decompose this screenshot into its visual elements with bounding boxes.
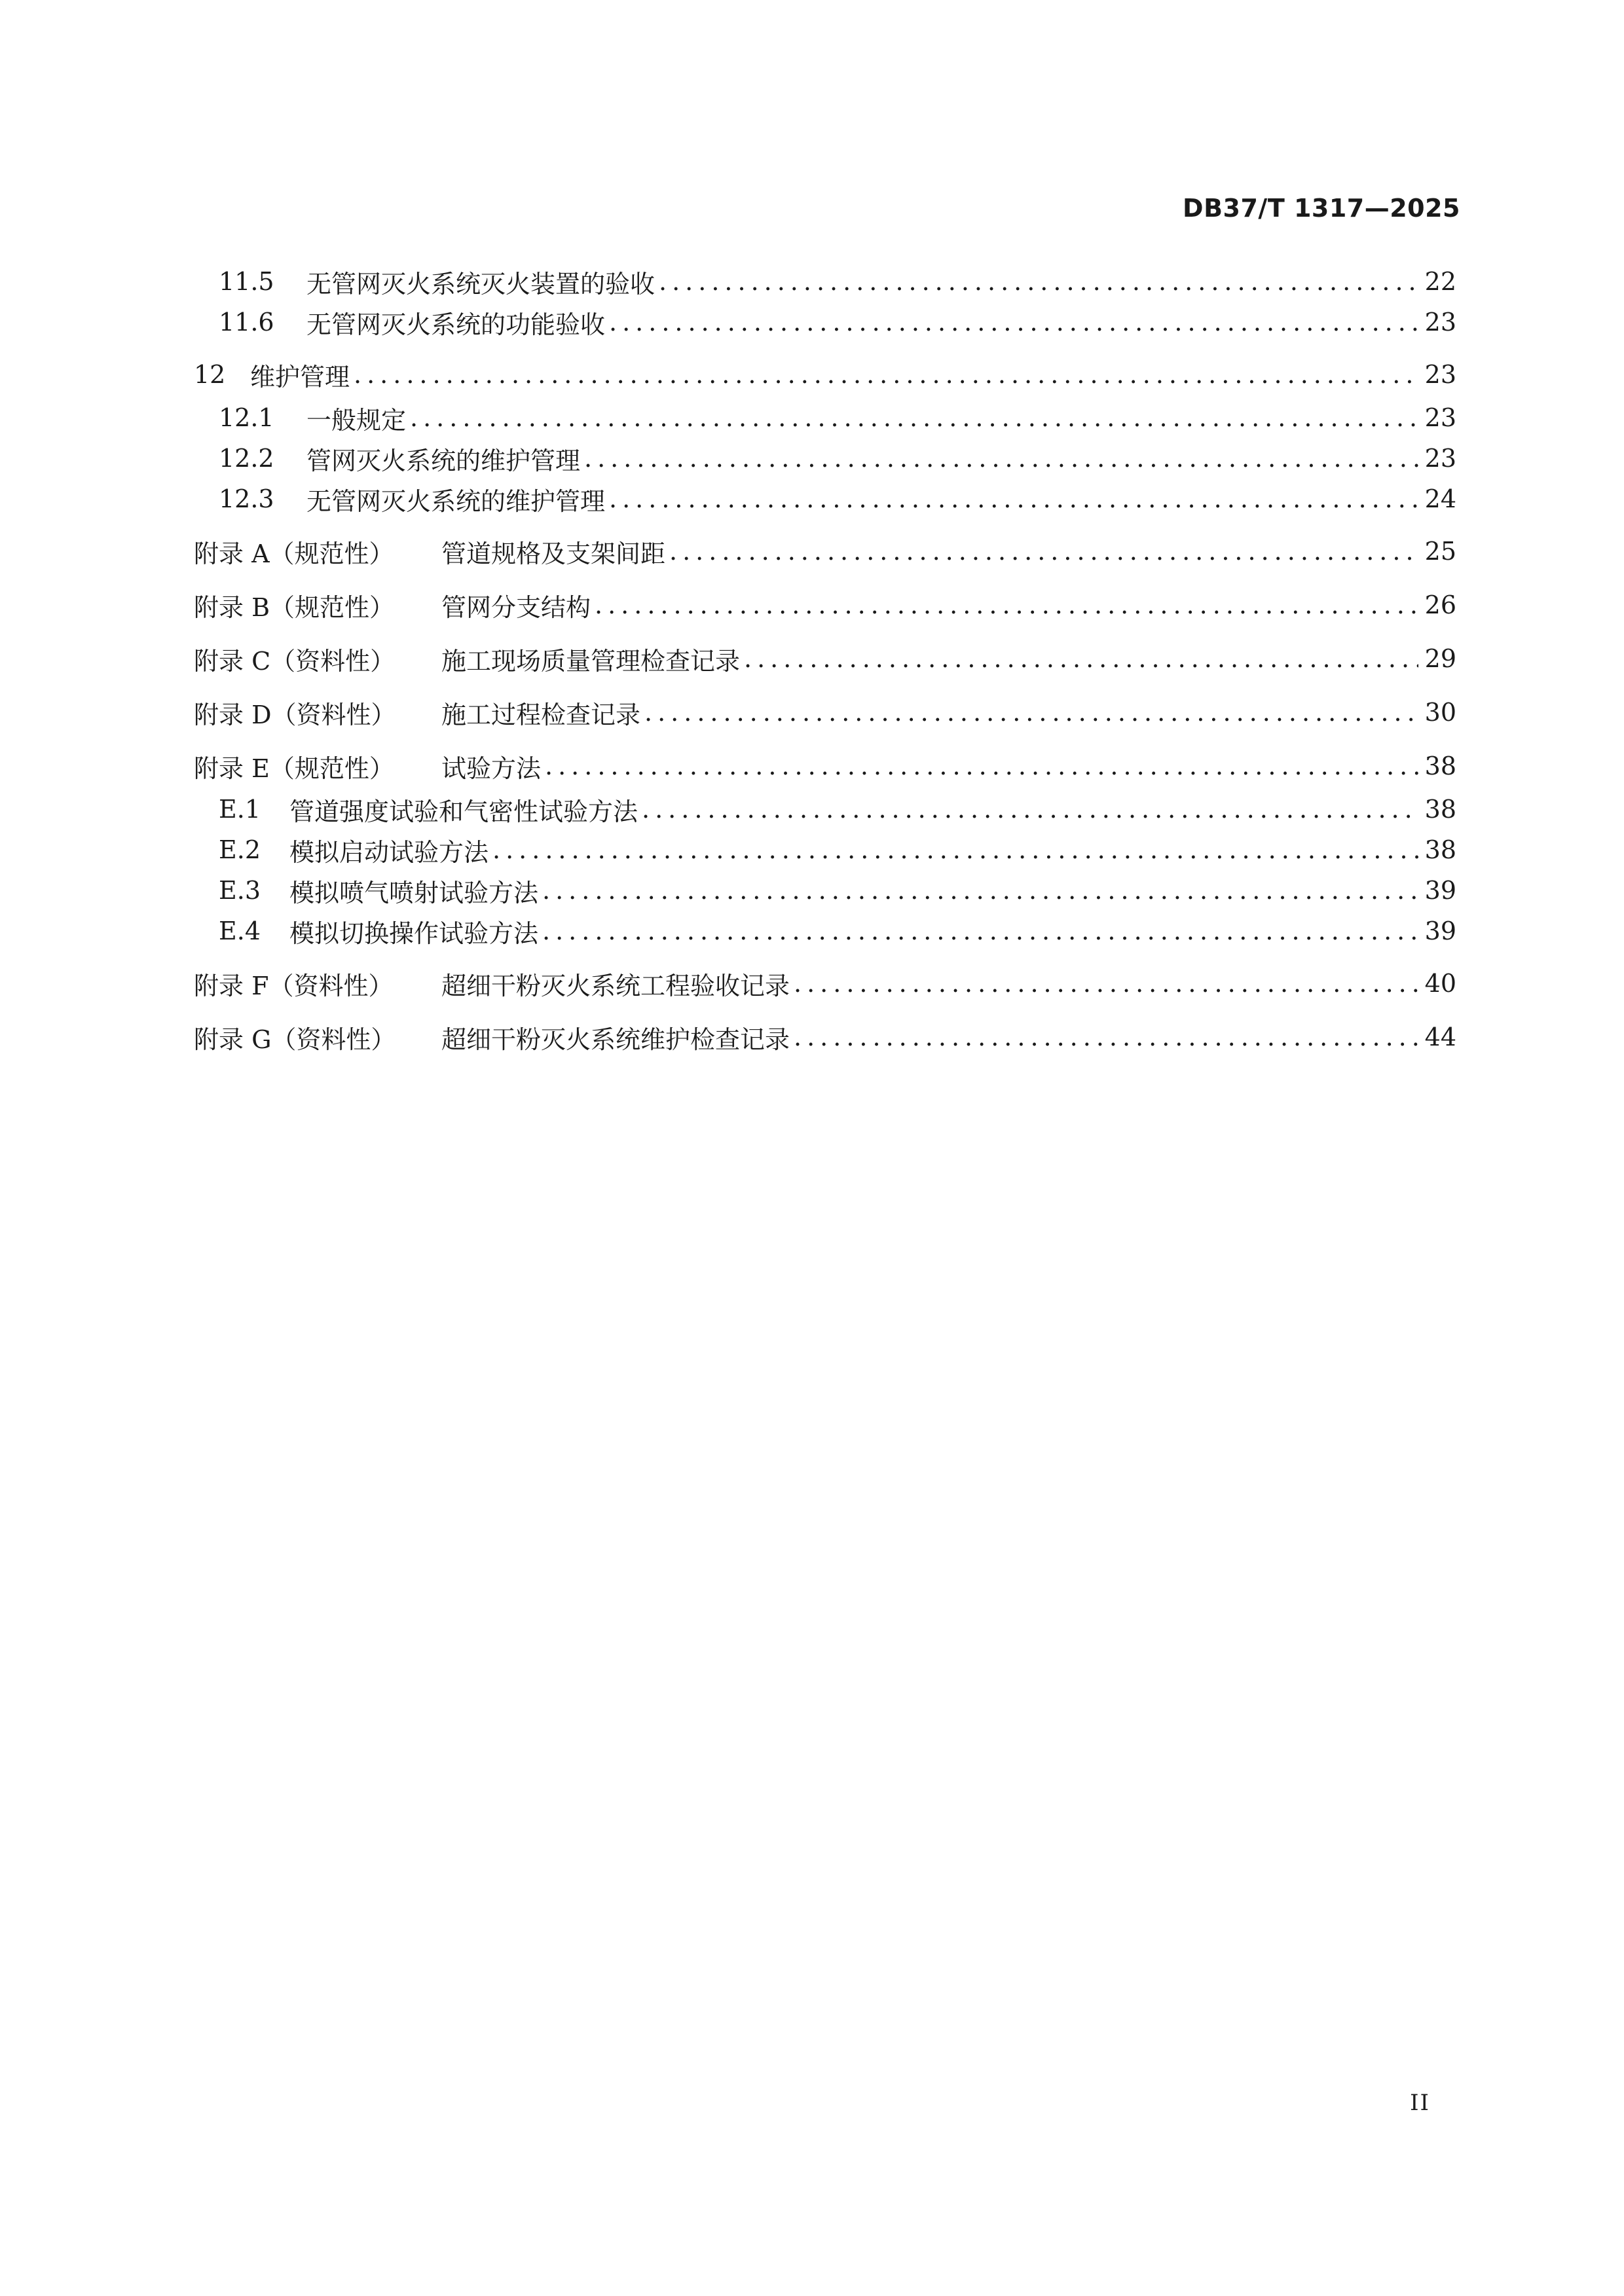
toc-title: 施工现场质量管理检查记录: [441, 646, 741, 676]
toc-leader-dots: [609, 308, 1418, 337]
toc-leader-dots: [794, 969, 1418, 998]
toc-number: E.4: [219, 917, 261, 945]
toc-number: 附录 G（资料性）: [194, 1025, 396, 1054]
toc-page-number: 24: [1424, 484, 1456, 513]
page-number-footer: II: [1410, 2090, 1430, 2116]
toc-page-number: 30: [1424, 698, 1456, 727]
toc-number: 附录 F（资料性）: [194, 971, 394, 1000]
toc-title: 超细干粉灭火系统工程验收记录: [441, 971, 790, 1000]
toc-number: 12.3: [219, 484, 274, 513]
toc-leader-dots: [492, 835, 1418, 864]
toc-entry-e-4[interactable]: [194, 911, 1456, 951]
toc-leader-dots: [609, 484, 1418, 513]
toc-leader-dots: [584, 444, 1418, 473]
toc-page-number: 44: [1424, 1023, 1456, 1051]
toc-entry-e-2[interactable]: [194, 830, 1456, 869]
toc-number: E.3: [219, 876, 261, 905]
toc-number: 12.2: [219, 444, 274, 473]
toc-page-number: 26: [1424, 591, 1456, 619]
toc-entry-appendix-c[interactable]: [194, 639, 1456, 678]
toc-leader-dots: [669, 537, 1418, 566]
toc-title: 超细干粉灭火系统维护检查记录: [441, 1025, 790, 1054]
toc-number: 11.5: [219, 267, 274, 296]
toc-leader-dots: [744, 644, 1418, 673]
toc-entry-11-5[interactable]: [194, 262, 1456, 301]
toc-number: E.2: [219, 835, 261, 864]
toc-title: 无管网灭火系统的维护管理: [306, 486, 606, 516]
toc-number: 附录 C（资料性）: [194, 646, 396, 676]
toc-entry-12-2[interactable]: [194, 439, 1456, 478]
toc-number: 11.6: [219, 308, 274, 337]
toc-entry-e-1[interactable]: [194, 790, 1456, 829]
toc-page-number: 40: [1424, 969, 1456, 998]
toc-page-number: 25: [1424, 537, 1456, 566]
toc-page-number: 39: [1424, 876, 1456, 905]
toc-number: 附录 B（规范性）: [194, 592, 395, 622]
toc-number: 12.1: [219, 403, 274, 432]
toc-title: 管网分支结构: [441, 592, 591, 622]
toc-entry-appendix-a[interactable]: [194, 532, 1456, 571]
toc-title: 施工过程检查记录: [441, 700, 641, 729]
toc-leader-dots: [542, 876, 1418, 905]
toc-page-number: 38: [1424, 752, 1456, 780]
toc-page-number: 23: [1424, 403, 1456, 432]
standard-code-header: DB37/T 1317—2025: [1183, 194, 1460, 223]
toc-title: 模拟切换操作试验方法: [289, 919, 539, 948]
toc-title: 一般规定: [306, 405, 407, 435]
toc-number: 附录 A（规范性）: [194, 539, 394, 568]
toc-title: 试验方法: [441, 754, 542, 783]
toc-leader-dots: [794, 1023, 1418, 1051]
toc-number: 附录 D（资料性）: [194, 700, 396, 729]
toc-entry-appendix-g[interactable]: [194, 1017, 1456, 1057]
toc-leader-dots: [545, 752, 1418, 780]
toc-number: 12: [194, 360, 226, 389]
toc-page-number: 22: [1424, 267, 1456, 296]
toc-title: 维护管理: [250, 362, 350, 392]
toc-leader-dots: [354, 360, 1418, 389]
toc-entry-e-3[interactable]: [194, 871, 1456, 910]
toc-entry-12-1[interactable]: [194, 398, 1456, 437]
toc-page-number: 39: [1424, 917, 1456, 945]
toc-entry-12[interactable]: [194, 355, 1456, 394]
toc-entry-12-3[interactable]: [194, 479, 1456, 519]
toc-page-number: 38: [1424, 835, 1456, 864]
toc-leader-dots: [642, 795, 1418, 824]
toc-title: 无管网灭火系统的功能验收: [306, 310, 606, 339]
toc-leader-dots: [595, 591, 1418, 619]
toc-number: 附录 E（规范性）: [194, 754, 394, 783]
toc-entry-appendix-b[interactable]: [194, 585, 1456, 625]
toc-title: 管网灭火系统的维护管理: [306, 446, 581, 475]
toc-leader-dots: [410, 403, 1418, 432]
toc-leader-dots: [644, 698, 1418, 727]
toc-page-number: 38: [1424, 795, 1456, 824]
toc-title: 模拟喷气喷射试验方法: [289, 878, 539, 907]
toc-title: 管道强度试验和气密性试验方法: [289, 797, 638, 826]
toc-entry-appendix-d[interactable]: [194, 693, 1456, 732]
toc-title: 管道规格及支架间距: [441, 539, 666, 568]
toc-title: 模拟启动试验方法: [289, 837, 489, 867]
toc-page-number: 23: [1424, 308, 1456, 337]
toc-page-number: 23: [1424, 444, 1456, 473]
toc-leader-dots: [659, 267, 1418, 296]
toc-page-number: 23: [1424, 360, 1456, 389]
toc-entry-11-6[interactable]: [194, 302, 1456, 342]
toc-leader-dots: [542, 917, 1418, 945]
toc-entry-appendix-e[interactable]: [194, 746, 1456, 786]
toc-title: 无管网灭火系统灭火装置的验收: [306, 269, 655, 299]
toc-page-number: 29: [1424, 644, 1456, 673]
toc-entry-appendix-f[interactable]: [194, 964, 1456, 1003]
toc-number: E.1: [219, 795, 261, 824]
